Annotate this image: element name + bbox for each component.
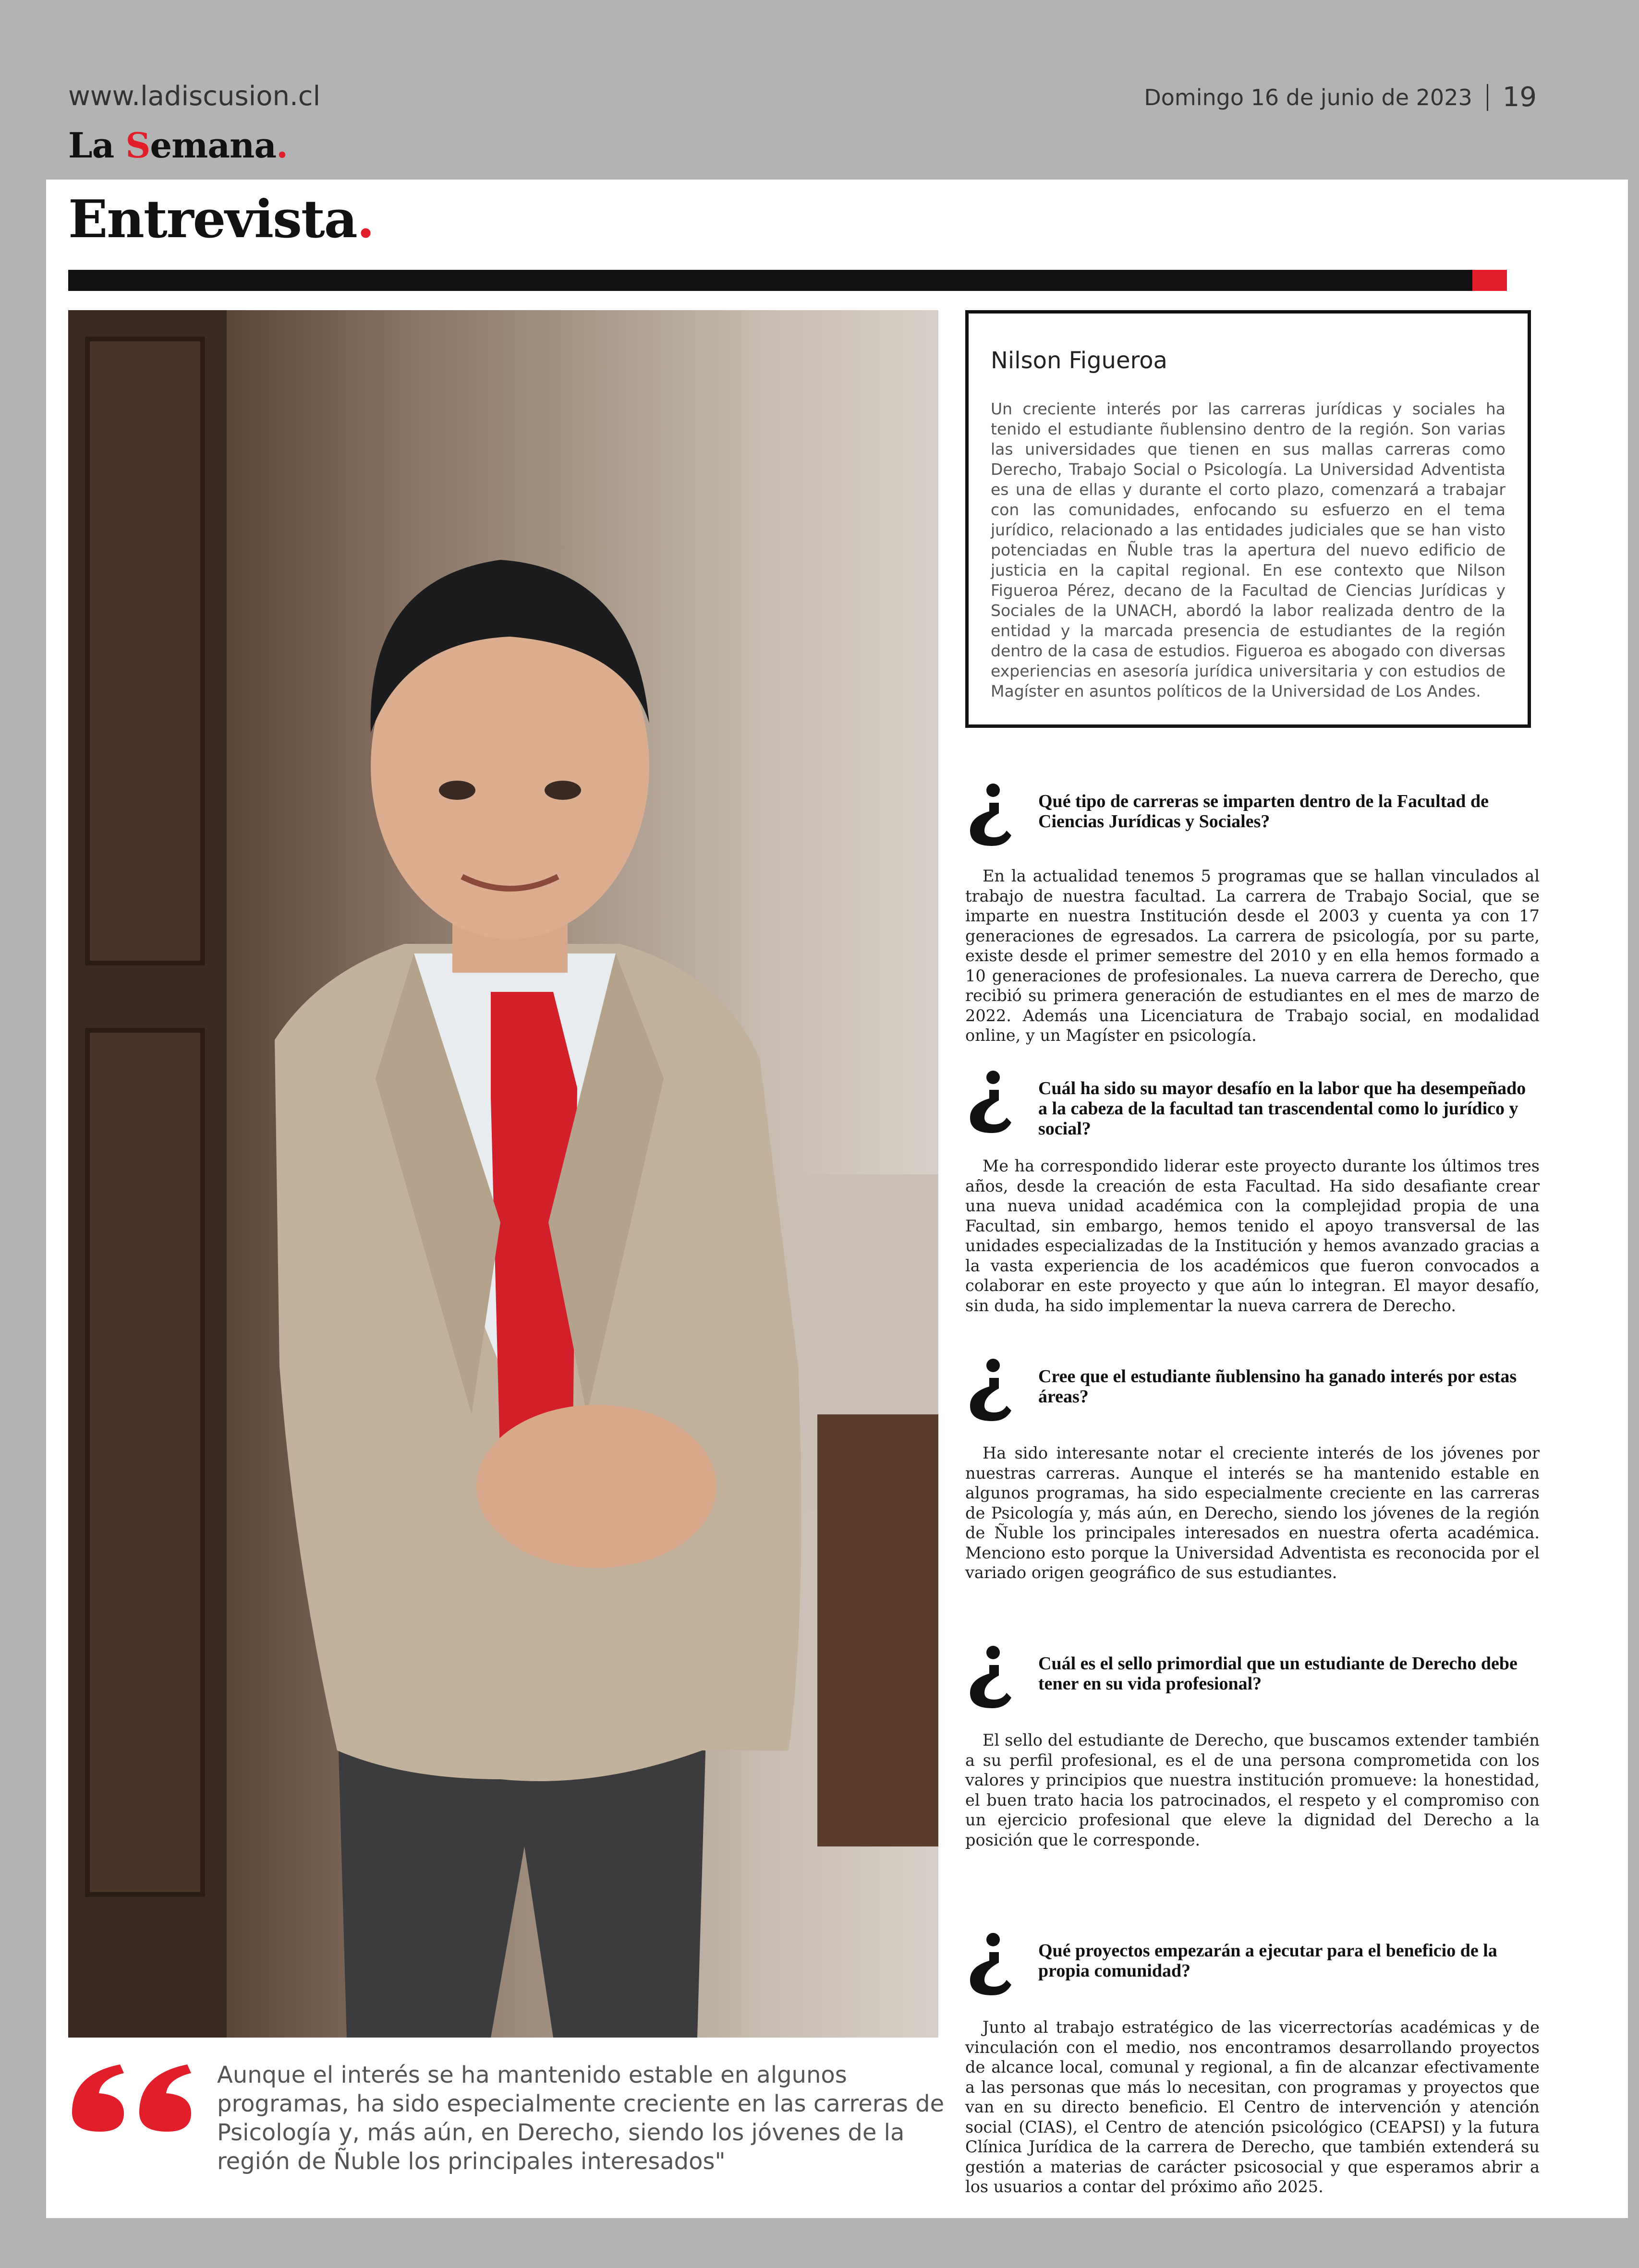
qa-block xyxy=(965,1646,1544,1867)
wood-panel-inset-lower xyxy=(87,1030,203,1894)
clasped-hands xyxy=(476,1405,716,1568)
question-text: Qué tipo de carreras se imparten dentro de la Facultad de Ciencias Jurídicas y Sociales? xyxy=(1038,791,1489,832)
issue-date: Domingo 16 de junio de 2023 xyxy=(1144,84,1472,110)
inverted-question-icon xyxy=(965,784,1013,846)
question-text: Cuál ha sido su mayor desafío en la labor que ha desempeñado a la cabeza de la facultad tan trascendental como lo jurídico y social? xyxy=(1038,1078,1526,1139)
qa-block xyxy=(965,1359,1544,1608)
brand-prefix: La xyxy=(68,125,126,166)
qa-block xyxy=(965,1933,1544,2211)
wood-panel-inset xyxy=(87,339,203,963)
question-text: Cuál es el sello primordial que un estudiante de Derecho debe tener en su vida profesional? xyxy=(1038,1653,1518,1694)
section-rule xyxy=(68,270,1507,291)
section-title-dot: . xyxy=(356,189,374,250)
pull-quote: Aunque el interés se ha mantenido estable en algunos programas, ha sido especialmente creciente en las carreras de Psicología y, más aún, en Derecho, siendo los jóvenes de la región de Ñuble los principales interesados" xyxy=(217,2062,945,2175)
answer-text: En la actualidad tenemos 5 programas que se hallan vinculados al trabajo de nuestra facultad. La carrera de Trabajo Social, que se imparte en nuestra Institución desde el 2003 y cuenta ya con 17 generaciones de egresados. La carrera de psicología, por su parte, existe desde el primer semestre del 2010 y en ella hemos formado a 10 generaciones de profesionales. La nueva carrera de Derecho, que recibió su primera generación de estudiantes en el mes de marzo de 2022. Además una Licenciatura de Trabajo social, en modalidad online, y un Magíster en psicología. xyxy=(965,867,1540,1045)
quote-mark-icon xyxy=(67,2060,197,2136)
intro-text: Un creciente interés por las carreras jurídicas y sociales ha tenido el estudiante ñublensino dentro de la región. Son varias las universidades que tienen en sus mallas carreras como Derecho, Trabajo Social o Psicología. La Universidad Adventista es una de ellas y durante el corto plazo, comenzará a trabajar con las comunidades, enfocando su esfuerzo en el tema jurídico, relacionado a las entidades judiciales que se han visto potenciadas en Ñuble tras la apertura del nuevo edificio de justicia en la capital regional. En ese contexto que Nilson Figueroa Pérez, decano de la Facultad de Ciencias Jurídicas y Sociales de la UNACH, abordó la labor realizada dentro de la entidad y la marcada presencia de estudiantes de la región dentro de la casa de estudios. Figueroa es abogado con diversas experiencias en asesoría jurídica universitaria y con estudios de Magíster en asuntos políticos de la Universidad de Los Andes. xyxy=(991,399,1505,700)
section-brand xyxy=(68,125,288,166)
brand-highlight: S xyxy=(125,125,150,166)
page-number: 19 xyxy=(1502,82,1537,113)
inverted-question-icon xyxy=(965,1646,1013,1708)
answer-text: Junto al trabajo estratégico de las vicerrectorías académicas y de vinculación con el medio, nos encontramos desarrollando proyectos de alcance local, comunal y regional, a fin de alcanzar efectivamente a las personas que más lo necesitan, con programas y proyectos que van en su directo beneficio. El Centro de intervención y atención social (CIAS), el Centro de atención psicológico (CEAPSI) y la futura Clínica Jurídica de la carrera de Derecho, que también extenderá su gestión a materias de carácter psicosocial y que esperamos abrir a los usuarios a contar del próximo año 2025. xyxy=(965,2018,1540,2196)
section-title-text: Entrevista xyxy=(68,189,357,250)
section-title xyxy=(68,189,374,250)
inverted-question-icon xyxy=(965,1359,1013,1421)
brand-dot: . xyxy=(276,125,288,166)
chair-back xyxy=(817,1414,938,1846)
answer-text: El sello del estudiante de Derecho, que buscamos extender también a su perfil profesional, es el de una persona comprometida con los valores y principios que nuestra institución promueve: la honestidad, el buen trato hacia los patrocinados, el respeto y el compromiso con un ejercicio profesional que eleve la dignidad del Derecho a la posición que le corresponde. xyxy=(965,1731,1540,1849)
inverted-question-icon xyxy=(965,1071,1013,1133)
article-page xyxy=(46,180,1628,2218)
eye-right xyxy=(545,781,581,800)
intro-box xyxy=(965,310,1531,728)
inverted-question-icon xyxy=(965,1933,1013,1995)
interviewee-name: Nilson Figueroa xyxy=(991,347,1167,374)
question-text: Cree que el estudiante ñublensino ha ganado interés por estas áreas? xyxy=(1038,1366,1517,1407)
site-url[interactable]: www.ladiscusion.cl xyxy=(68,81,321,112)
portrait-illustration xyxy=(68,310,938,2038)
brand-rest: emana xyxy=(150,125,276,166)
section-rule-accent xyxy=(1472,270,1507,291)
answer-text: Me ha correspondido liderar este proyecto durante los últimos tres años, desde la creación de esta Facultad. Ha sido desafiante crear una nueva unidad académica con la complejidad propia de una Facultad, sin embargo, hemos tenido el apoyo transversal de las unidades especializadas de la Institución y hemos avanzado gracias a la vasta experiencia de los académicos que fueron convocados a colaborar en este proyecto y que aún lo integran. El mayor desafío, sin duda, ha sido implementar la nueva carrera de Derecho. xyxy=(965,1157,1540,1315)
portrait-photo xyxy=(68,310,938,2038)
question-text: Qué proyectos empezarán a ejecutar para el beneficio de la propia comunidad? xyxy=(1038,1941,1497,1981)
answer-text: Ha sido interesante notar el creciente interés de los jóvenes por nuestras carreras. Aunque el interés se ha mantenido estable en algunos programas, ha sido especialmente creciente en las carreras de Psicología y, más aún, en Derecho, siendo los jóvenes de la región de Ñuble los principales interesados en nuestra oferta académica. Menciono esto porque la Universidad Adventista es reconocida por el variado origen geográfico de sus estudiantes. xyxy=(965,1444,1540,1582)
date-line xyxy=(1144,82,1537,113)
qa-block xyxy=(965,1071,1544,1339)
date-separator xyxy=(1487,84,1488,111)
eye-left xyxy=(439,781,475,800)
qa-block xyxy=(965,784,1544,1043)
